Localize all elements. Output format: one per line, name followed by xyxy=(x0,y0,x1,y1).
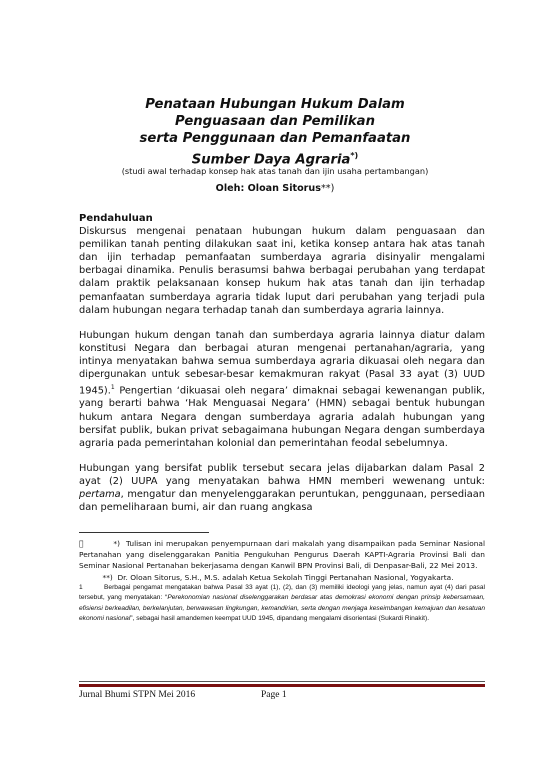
footnote-1-part-a: 1 Berbagai pengamat mengatakan bahwa Pasal 33 ayat (1), (2), dan (3) memiliki ideologi yang jelas, namun ayat (4) dari pasal tersebut, yang menyatakan: “ xyxy=(79,583,487,602)
footnote-double-star: **) Dr. Oloan Sitorus, S.H., M.S. adalah Ketua Sekolah Tinggi Pertanahan Nasional, Yogyakarta. xyxy=(79,572,454,582)
footnote-star: *) Tulisan ini merupakan penyempurnaan dari makalah yang disampaikan pada Seminar Nasional Pertanahan yang diselenggarakan Panitia Pengukuhan Pengurus Daerah KAPTI-Agraria Provinsi Bali dan Seminar Nasional Pertanahan bekerjasama dengan Kanwil BPN Provinsi Bali, di Denpasar-Bali, 22 Mei 2013. xyxy=(79,539,488,571)
footer-rule-thick xyxy=(79,684,485,687)
paragraph-3-part-a: Hubungan yang bersifat publik tersebut secara jelas dijabarkan dalam Pasal 2 ayat (2) UUPA yang menyatakan bahwa HMN memberi wewenang untuk: xyxy=(79,462,485,487)
section-heading: Pendahuluan xyxy=(79,213,153,224)
paragraph-2-part-b: Pengertian ‘dikuasai oleh negara’ dimaknai sebagai kewenangan publik, yang berarti bahwa ‘Hak Menguasai Negara’ (HMN) sebagai bentuk hubungan hukum antara Negara dengan sumberdaya agraria adalah hubungan yang bersifat publik, bukan privat sebagaimana hubungan Negara dengan sumberdaya agraria pada pemerintahan kolonial dan pemerintahan feodal sebelumnya. xyxy=(79,385,485,449)
footnote-ref-1: 1 xyxy=(110,384,115,392)
paragraph-3-emphasis: pertama xyxy=(79,489,121,501)
footnote-separator xyxy=(79,532,209,533)
paragraph-1: Diskursus mengenai penataan hubungan hukum dalam penguasaan dan pemilikan tanah penting dilakukan saat ini, ketika konsep antara hak atas tanah dan ijin terhadap pemanfaatan sumberdaya agraria disinyalir mengalami berbagai dinamika. Penulis berasumsi bahwa berbagai perubahan yang terdapat dalam praktik pelaksanaan konsep hukum hak atas tanah dan ijin terhadap pemanfaatan sumberdaya agraria tidak luput dari perubahan yang terjadi pula dalam hubungan negara terhadap tanah dan sumberdaya agraria lainnya. xyxy=(79,226,485,316)
body-text xyxy=(79,212,485,526)
footnote-1 xyxy=(79,583,485,625)
paragraph-2 xyxy=(79,329,485,450)
author-name: Oleh: Oloan Sitorus xyxy=(215,183,321,194)
title-line-1: Penataan Hubungan Hukum Dalam xyxy=(145,97,405,112)
document-subtitle: (studi awal terhadap konsep hak atas tanah dan ijin usaha pertambangan) xyxy=(121,166,429,176)
paragraph-3 xyxy=(79,462,485,514)
title-footnote-mark: *) xyxy=(350,151,359,160)
author-line xyxy=(60,183,490,194)
title-line-2: Penguasaan dan Pemilikan xyxy=(175,114,375,129)
footnotes xyxy=(79,538,488,624)
paragraph-2-part-a: Hubungan hukum dengan tanah dan sumberdaya agraria lainnya diatur dalam konstitusi Negara dan berbagai aturan mengenai pertanahan/agraria, yang intinya menyatakan bahwa semua sumberdaya agraria dikuasai oleh negara dan dipergunakan untuk sebesar-besar kemakmuran rakyat (Pasal 33 ayat (3) UUD 1945). xyxy=(79,329,485,397)
author-footnote-mark: **) xyxy=(320,183,335,194)
title-line-4: Sumber Daya Agraria xyxy=(191,152,351,168)
title-line-3: serta Penggunaan dan Pemanfaatan xyxy=(139,131,411,146)
footer-rule-thin xyxy=(79,681,485,682)
paragraph-3-part-b: , mengatur dan menyelenggarakan peruntukan, penggunaan, persediaan dan pemeliharaan bumi, air dan ruang angkasa xyxy=(79,489,485,514)
document-title xyxy=(60,96,490,168)
footer-journal: Jurnal Bhumi STPN Mei 2016 xyxy=(79,690,196,700)
footnote-1-part-b: ”, sebagai hasil amandemen keempat UUD 1945, dipandang mengalami disorientasi (Sukardi Rinakit). xyxy=(130,615,430,623)
footer-page-number: Page 1 xyxy=(261,690,287,700)
footnote-1-quote: Perekonomian nasional diselenggarakan berdasar atas demokrasi ekonomi dengan prinsip kebersamaan, efisiensi berkeadilan, berkelanjutan, berwawasan lingkungan, kemandirian, serta dengan menjaga keseimbangan kemajuan dan kesatuan ekonomi nasional xyxy=(79,594,487,623)
